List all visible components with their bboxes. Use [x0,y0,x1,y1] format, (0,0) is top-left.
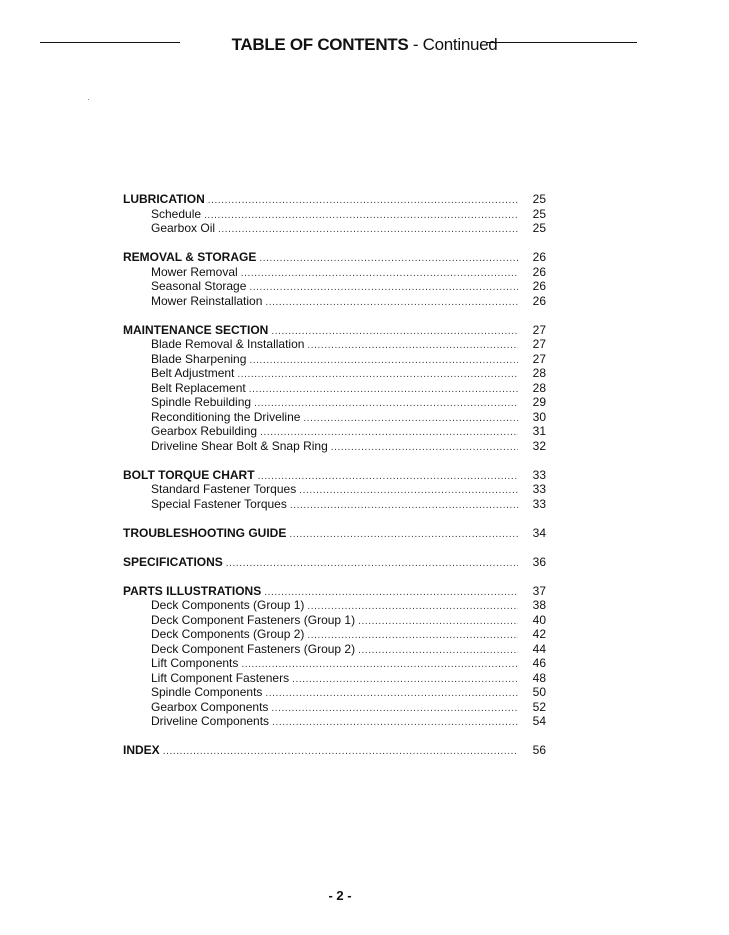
scan-speck [88,99,89,100]
dot-leader [290,499,518,514]
toc-entry[interactable] [123,381,547,396]
toc-entry-title: Special Fastener Torques [151,496,287,511]
toc-section-heading-title: REMOVAL & STORAGE [123,250,257,264]
toc-section-heading[interactable] [123,584,547,599]
dot-leader [218,223,518,238]
toc-entry-page-number: 46 [532,656,546,670]
toc-entry[interactable] [123,700,547,715]
toc-entry[interactable] [123,685,547,700]
toc-entry-title: Deck Component Fasteners (Group 1) [151,612,356,627]
toc-section [123,743,547,758]
toc-entry-title: Gearbox Components [151,699,269,714]
toc-section [123,468,547,512]
toc-entry-page-number: 33 [532,482,546,496]
toc-section-heading-page-number: 25 [532,192,546,206]
dot-leader [272,716,518,731]
toc-section-heading[interactable] [123,526,547,541]
toc-entry[interactable] [123,265,547,280]
toc-entry-title: Spindle Rebuilding [151,395,252,409]
dot-leader [289,528,518,543]
toc-entry-title: Deck Components (Group 2) [151,627,305,641]
toc-entry-page-number: 42 [532,627,546,641]
toc-entry[interactable] [123,221,547,236]
toc-entry[interactable] [123,497,547,512]
toc-entry[interactable] [123,279,547,294]
toc-section-heading-title: SPECIFICATIONS [123,554,223,569]
toc-section-heading-page-number: 33 [532,467,546,482]
toc-entry-title: Spindle Components [151,685,263,699]
toc-entry-title: Belt Replacement [151,380,246,395]
toc-entry-page-number: 32 [532,438,546,453]
toc-entry[interactable] [123,410,547,425]
toc-section-heading-title: TROUBLESHOOTING GUIDE [123,525,287,540]
toc-entry[interactable] [123,395,547,410]
page-number: - 2 - [328,888,352,903]
toc-entry-title: Lift Components [151,656,239,670]
toc-entry-page-number: 28 [532,366,546,380]
toc-entry-page-number: 40 [532,612,546,627]
toc-entry-page-number: 25 [532,221,546,235]
toc-entry-title: Driveline Components [151,714,270,728]
toc-entry[interactable] [123,207,547,222]
page-title-suffix: - Continued [408,35,498,54]
toc-entry[interactable] [123,337,547,352]
toc-entry-page-number: 48 [532,670,546,685]
dot-leader [331,441,518,456]
toc-entry-title: Standard Fastener Torques [151,482,297,496]
toc-entry-page-number: 44 [532,641,546,656]
toc-entry-page-number: 54 [532,714,546,728]
toc-section-heading[interactable] [123,555,547,570]
page-title [0,35,729,55]
toc-entry[interactable] [123,613,547,628]
toc-section [123,192,547,236]
toc-entry-page-number: 52 [532,699,546,714]
toc-entry-title: Lift Component Fasteners [151,670,290,685]
dot-leader [265,296,518,311]
toc-entry-title: Blade Sharpening [151,351,247,366]
toc-section-heading-page-number: 26 [532,250,546,264]
toc-entry-page-number: 26 [532,264,546,279]
toc-section-heading[interactable] [123,743,547,758]
toc-entry-page-number: 28 [532,380,546,395]
toc-section-heading-page-number: 27 [532,322,546,337]
toc-section-heading[interactable] [123,250,547,265]
toc-entry-page-number: 29 [532,395,546,409]
toc-section-heading[interactable] [123,192,547,207]
toc-section-heading-page-number: 36 [532,554,546,569]
toc-section [123,323,547,454]
dot-leader [163,745,518,760]
toc-entry[interactable] [123,714,547,729]
table-of-contents [123,192,547,772]
page-title-main: TABLE OF CONTENTS [231,35,409,54]
toc-entry[interactable] [123,424,547,439]
toc-section-heading-page-number: 34 [532,525,546,540]
toc-entry-title: Blade Removal & Installation [151,337,305,351]
toc-entry[interactable] [123,352,547,367]
toc-entry-page-number: 33 [532,496,546,511]
toc-entry-page-number: 25 [532,206,546,221]
toc-entry-page-number: 27 [532,337,546,351]
toc-entry-title: Driveline Shear Bolt & Snap Ring [151,438,328,453]
toc-entry-title: Mower Removal [151,264,238,279]
toc-entry-page-number: 31 [532,424,546,438]
toc-section-heading-title: MAINTENANCE SECTION [123,322,269,337]
toc-section-heading[interactable] [123,468,547,483]
toc-entry-title: Mower Reinstallation [151,293,263,308]
toc-entry[interactable] [123,671,547,686]
toc-entry[interactable] [123,294,547,309]
toc-entry-page-number: 27 [532,351,546,366]
toc-section-heading-title: INDEX [123,743,160,757]
toc-entry-page-number: 50 [532,685,546,699]
toc-entry-title: Belt Adjustment [151,366,235,380]
toc-entry-title: Gearbox Rebuilding [151,424,258,438]
toc-entry-title: Gearbox Oil [151,221,216,235]
toc-entry[interactable] [123,627,547,642]
toc-entry[interactable] [123,598,547,613]
toc-entry-page-number: 26 [532,279,546,293]
toc-section-heading-title: LUBRICATION [123,192,205,206]
toc-section [123,584,547,729]
toc-section-heading-page-number: 37 [532,583,546,598]
toc-entry-page-number: 30 [532,409,546,424]
toc-entry-title: Reconditioning the Driveline [151,409,301,424]
toc-section-heading-page-number: 56 [532,743,546,757]
toc-section-heading-title: BOLT TORQUE CHART [123,467,255,482]
toc-entry-page-number: 38 [532,598,546,612]
toc-section-heading-title: PARTS ILLUSTRATIONS [123,583,262,598]
toc-section [123,250,547,308]
toc-entry-title: Seasonal Storage [151,279,247,293]
toc-section-heading[interactable] [123,323,547,338]
toc-section [123,555,547,570]
toc-entry-title: Schedule [151,206,202,221]
toc-section [123,526,547,541]
toc-entry-title: Deck Components (Group 1) [151,598,305,612]
toc-entry-title: Deck Component Fasteners (Group 2) [151,641,356,656]
toc-entry[interactable] [123,482,547,497]
toc-entry[interactable] [123,366,547,381]
toc-entry[interactable] [123,439,547,454]
toc-entry[interactable] [123,642,547,657]
toc-entry[interactable] [123,656,547,671]
dot-leader [226,557,518,572]
toc-entry-page-number: 26 [532,293,546,308]
